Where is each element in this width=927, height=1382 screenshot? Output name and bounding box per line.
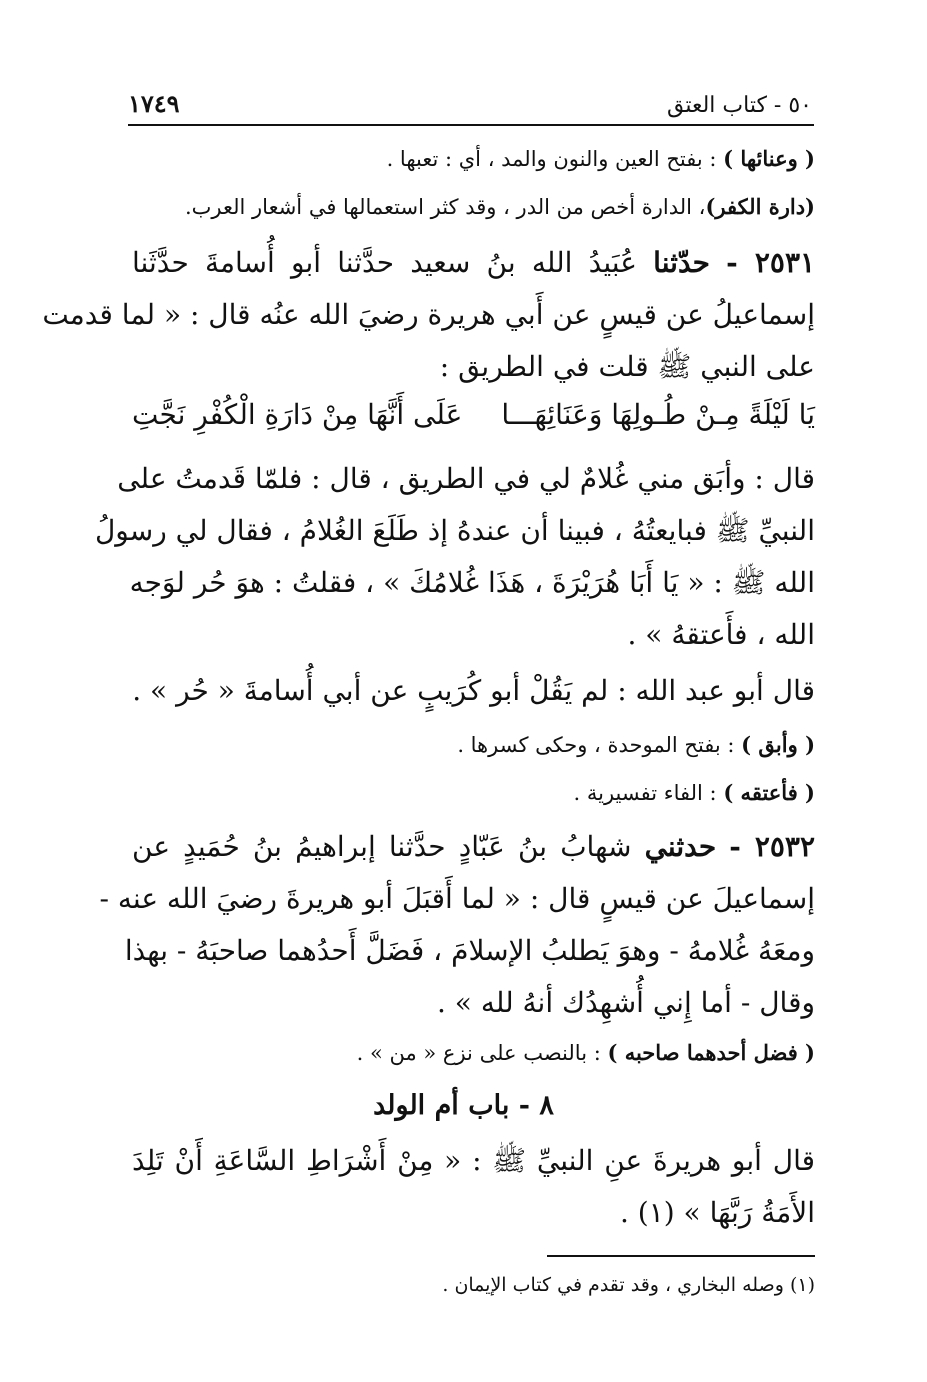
note-text: ، الدارة أخص من الدر ، وقد كثر استعمالها في أشعار العرب. — [184, 195, 706, 219]
abu-abdullah-line: قال أبو عبد الله : لم يَقُلْ أبو كُرَيبٍ عن أبي أُسامةَ « حُر » . — [132, 674, 815, 707]
hadith-text: عُبَيدُ الله بنُ سعيد حدَّثنا أبو أُسامةَ حدَّثَنا — [132, 246, 654, 279]
hadith-2531-line — [132, 246, 815, 279]
poem-hemistich: يَا لَيْلَةً مِـنْ طُـولِهَا وَعَنَائِهَـــا — [501, 398, 815, 431]
note-text: : بفتح العين والنون والمد ، أي : تعبها . — [386, 147, 724, 171]
section-title: ٨ - باب أم الولد — [373, 1090, 554, 1121]
hadith-text: شهابُ بنُ عَبّادٍ حدَّثنا إبراهيمُ بنُ حُمَيدٍ عن — [132, 830, 645, 863]
paragraph-line: قال أبو هريرةَ عنِ النبيِّ ﷺ : « مِنْ أَشْرَاطِ السَّاعَةِ أَنْ تَلِدَ — [132, 1144, 815, 1177]
paragraph-line: الأَمَةُ رَبَّهَا » (١) . — [619, 1196, 815, 1229]
hadith-2531-line: إسماعيلُ عن قيسٍ عن أَبي هريرة رضيَ الله عنُه قال : « لما قدمت — [42, 298, 815, 331]
note-term: ( فأعتقه ) — [723, 780, 815, 805]
hadith-number: ٢٥٣٢ - — [729, 830, 815, 863]
note-text: : الفاء تفسيرية . — [573, 781, 724, 805]
note-line — [357, 1040, 815, 1065]
poem-verse — [132, 398, 815, 431]
chapter-title: ٥٠ - كتاب العتق — [667, 93, 812, 118]
hadith-number: ٢٥٣١ - — [726, 246, 816, 279]
hadith-2532-line: ومعَهُ غُلامهُ - وهوَ يَطلبُ الإسلامَ ، فَضَلَّ أَحدُهما صاحبَهُ - بهذا — [124, 934, 815, 967]
paragraph-line: النبيِّ ﷺ فبايعتُهُ ، فبينا أن عندهُ إذ طَلَعَ الغُلامُ ، فقال لي رسولُ — [94, 514, 815, 547]
hadith-lead: حدثني — [644, 830, 717, 863]
poem-hemistich: عَلَى أَنَّهَا مِنْ دَارَةِ الْكُفْرِ نَجَّتِ — [132, 398, 463, 431]
paragraph-line: الله ، فأَعتقهُ » . — [627, 618, 815, 651]
note-line — [574, 780, 816, 805]
note-text: : بفتح الموحدة ، وحكى كسرها . — [457, 733, 742, 757]
header-rule — [128, 124, 814, 126]
note-term: ( فضل أحدهما صاحبه ) — [607, 1040, 815, 1065]
note-line — [457, 732, 815, 757]
page-header — [128, 78, 812, 118]
note-term: ( وأبق ) — [741, 732, 815, 757]
note-text: : بالنصب على نزع « من » . — [356, 1041, 608, 1065]
note-line — [387, 146, 815, 171]
page-number: ١٧٤٩ — [128, 89, 180, 118]
footnote-rule — [547, 1255, 815, 1257]
note-line — [185, 194, 815, 219]
hadith-2532-line — [132, 830, 815, 863]
hadith-2531-line: على النبي ﷺ قلت في الطريق : — [439, 350, 815, 383]
hadith-2532-line: وقال - أما إِني أُشهِدُك أنهُ لله » . — [436, 986, 815, 1019]
hadith-2532-line: إسماعيلَ عن قيسٍ قال : « لما أَقبَلَ أبو هريرةَ رضيَ الله عنه - — [99, 882, 815, 915]
note-term: (دارة الكفر) — [705, 194, 815, 219]
hadith-lead: حدّثنا — [653, 246, 710, 279]
paragraph-line: الله ﷺ : « يَا أَبَا هُرَيْرَةَ ، هَذَا غُلامُكَ » ، فقلتُ : هوَ حُر لوَجه — [129, 566, 815, 599]
paragraph-line: قال : وأبَق مني غُلامٌ لي في الطريق ، قال : فلمّا قَدمتُ على — [117, 462, 815, 495]
note-term: ( وعنائها ) — [723, 146, 815, 171]
footnote: (١) وصله البخاري ، وقد تقدم في كتاب الإيمان . — [442, 1274, 815, 1296]
